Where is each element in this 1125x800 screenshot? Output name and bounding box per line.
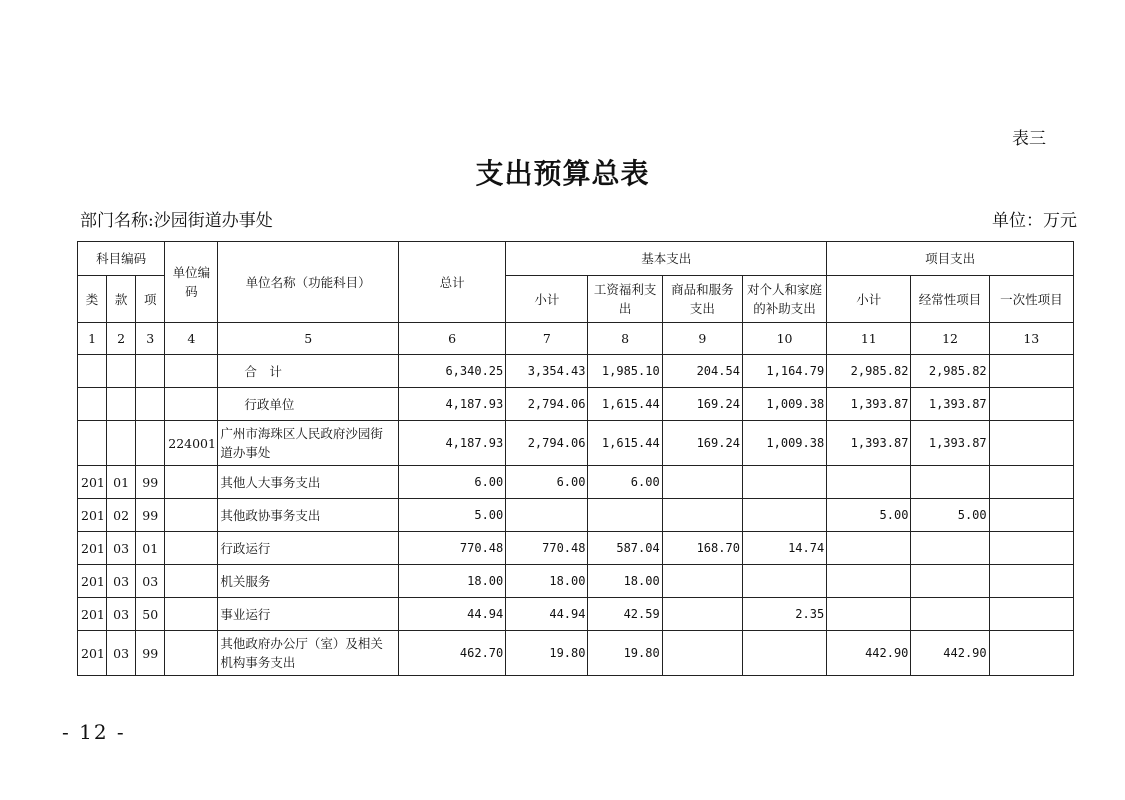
cell-code — [165, 466, 218, 499]
cell-goods — [662, 466, 742, 499]
cell-lei — [78, 421, 107, 466]
index-cell: 11 — [827, 323, 911, 355]
cell-kuan: 03 — [107, 631, 136, 676]
cell-lei: 201 — [78, 565, 107, 598]
cell-one-time — [989, 421, 1073, 466]
index-cell: 1 — [78, 323, 107, 355]
cell-recurring: 1,393.87 — [911, 388, 989, 421]
cell-lei — [78, 355, 107, 388]
cell-xiang: 50 — [136, 598, 165, 631]
cell-goods — [662, 499, 742, 532]
cell-recurring: 442.90 — [911, 631, 989, 676]
cell-name: 其他人大事务支出 — [218, 466, 399, 499]
cell-code: 224001 — [165, 421, 218, 466]
cell-basic-subtotal: 770.48 — [506, 532, 588, 565]
cell-project-subtotal: 2,985.82 — [827, 355, 911, 388]
cell-code — [165, 499, 218, 532]
cell-salary: 18.00 — [588, 565, 662, 598]
header-basic-subtotal: 小计 — [506, 276, 588, 323]
header-total: 总计 — [398, 242, 505, 323]
cell-name: 行政单位 — [218, 388, 399, 421]
cell-one-time — [989, 355, 1073, 388]
cell-personal — [742, 565, 826, 598]
cell-total: 4,187.93 — [398, 421, 505, 466]
table-row — [78, 598, 1074, 631]
cell-one-time — [989, 388, 1073, 421]
cell-kuan — [107, 355, 136, 388]
header-personal-subsidy: 对个人和家庭的补助支出 — [742, 276, 826, 323]
cell-total: 4,187.93 — [398, 388, 505, 421]
cell-xiang — [136, 355, 165, 388]
cell-xiang: 99 — [136, 466, 165, 499]
cell-name: 行政运行 — [218, 532, 399, 565]
unit-label: 单位：万元 — [992, 211, 1077, 231]
cell-name: 广州市海珠区人民政府沙园街道办事处 — [218, 421, 399, 466]
cell-recurring — [911, 532, 989, 565]
cell-project-subtotal — [827, 598, 911, 631]
cell-kuan — [107, 421, 136, 466]
cell-recurring: 5.00 — [911, 499, 989, 532]
cell-name: 合 计 — [218, 355, 399, 388]
index-row — [78, 323, 1074, 355]
header-row-top — [78, 242, 1074, 276]
cell-name: 事业运行 — [218, 598, 399, 631]
cell-personal — [742, 499, 826, 532]
table-row — [78, 466, 1074, 499]
cell-project-subtotal — [827, 565, 911, 598]
cell-project-subtotal — [827, 532, 911, 565]
cell-name: 其他政府办公厅（室）及相关机构事务支出 — [218, 631, 399, 676]
cell-basic-subtotal: 6.00 — [506, 466, 588, 499]
cell-total: 6,340.25 — [398, 355, 505, 388]
index-cell: 8 — [588, 323, 662, 355]
cell-total: 18.00 — [398, 565, 505, 598]
index-cell: 13 — [989, 323, 1073, 355]
cell-lei — [78, 388, 107, 421]
cell-goods: 168.70 — [662, 532, 742, 565]
cell-basic-subtotal: 2,794.06 — [506, 388, 588, 421]
page-title: 支出预算总表 — [475, 157, 650, 190]
cell-xiang — [136, 388, 165, 421]
cell-salary: 42.59 — [588, 598, 662, 631]
cell-one-time — [989, 466, 1073, 499]
cell-kuan: 01 — [107, 466, 136, 499]
cell-goods — [662, 631, 742, 676]
cell-code — [165, 532, 218, 565]
cell-xiang — [136, 421, 165, 466]
cell-basic-subtotal: 44.94 — [506, 598, 588, 631]
cell-one-time — [989, 499, 1073, 532]
header-project-subtotal: 小计 — [827, 276, 911, 323]
header-recurring: 经常性项目 — [911, 276, 989, 323]
table-number-label: 表三 — [1012, 129, 1046, 149]
table-row — [78, 388, 1074, 421]
header-goods-services: 商品和服务支出 — [662, 276, 742, 323]
cell-xiang: 99 — [136, 499, 165, 532]
cell-basic-subtotal: 2,794.06 — [506, 421, 588, 466]
cell-personal: 1,009.38 — [742, 388, 826, 421]
header-xiang: 项 — [136, 276, 165, 323]
cell-recurring: 2,985.82 — [911, 355, 989, 388]
cell-personal: 1,164.79 — [742, 355, 826, 388]
index-cell: 3 — [136, 323, 165, 355]
cell-recurring — [911, 565, 989, 598]
cell-total: 44.94 — [398, 598, 505, 631]
cell-one-time — [989, 598, 1073, 631]
table-row — [78, 532, 1074, 565]
cell-goods: 169.24 — [662, 388, 742, 421]
cell-goods — [662, 565, 742, 598]
cell-one-time — [989, 565, 1073, 598]
header-unit-name: 单位名称（功能科目） — [218, 242, 399, 323]
cell-code — [165, 355, 218, 388]
cell-total: 6.00 — [398, 466, 505, 499]
cell-code — [165, 565, 218, 598]
cell-salary — [588, 499, 662, 532]
header-project-expenditure: 项目支出 — [827, 242, 1074, 276]
cell-kuan: 03 — [107, 532, 136, 565]
cell-salary: 587.04 — [588, 532, 662, 565]
header-basic-expenditure: 基本支出 — [506, 242, 827, 276]
index-cell: 5 — [218, 323, 399, 355]
cell-kuan: 03 — [107, 565, 136, 598]
header-unit-code: 单位编码 — [165, 242, 218, 323]
cell-salary: 1,615.44 — [588, 421, 662, 466]
cell-personal: 14.74 — [742, 532, 826, 565]
header-subject-code: 科目编码 — [78, 242, 165, 276]
cell-goods — [662, 598, 742, 631]
index-cell: 4 — [165, 323, 218, 355]
cell-code — [165, 598, 218, 631]
cell-personal: 2.35 — [742, 598, 826, 631]
cell-goods: 169.24 — [662, 421, 742, 466]
cell-code — [165, 631, 218, 676]
cell-xiang: 01 — [136, 532, 165, 565]
index-cell: 2 — [107, 323, 136, 355]
page-number: - 12 - — [62, 720, 126, 744]
cell-recurring — [911, 598, 989, 631]
cell-recurring — [911, 466, 989, 499]
index-cell: 9 — [662, 323, 742, 355]
cell-project-subtotal: 1,393.87 — [827, 388, 911, 421]
cell-personal — [742, 466, 826, 499]
cell-kuan: 02 — [107, 499, 136, 532]
cell-salary: 6.00 — [588, 466, 662, 499]
index-cell: 10 — [742, 323, 826, 355]
index-cell: 7 — [506, 323, 588, 355]
header-one-time: 一次性项目 — [989, 276, 1073, 323]
budget-table — [77, 241, 1074, 676]
cell-basic-subtotal: 3,354.43 — [506, 355, 588, 388]
header-lei: 类 — [78, 276, 107, 323]
table-row — [78, 499, 1074, 532]
cell-lei: 201 — [78, 466, 107, 499]
table-row — [78, 355, 1074, 388]
index-cell: 12 — [911, 323, 989, 355]
cell-kuan: 03 — [107, 598, 136, 631]
cell-salary: 19.80 — [588, 631, 662, 676]
cell-total: 5.00 — [398, 499, 505, 532]
cell-xiang: 03 — [136, 565, 165, 598]
cell-one-time — [989, 532, 1073, 565]
table-row — [78, 631, 1074, 676]
cell-project-subtotal — [827, 466, 911, 499]
cell-basic-subtotal: 18.00 — [506, 565, 588, 598]
cell-personal — [742, 631, 826, 676]
cell-personal: 1,009.38 — [742, 421, 826, 466]
cell-one-time — [989, 631, 1073, 676]
cell-total: 462.70 — [398, 631, 505, 676]
cell-lei: 201 — [78, 532, 107, 565]
cell-kuan — [107, 388, 136, 421]
cell-project-subtotal: 442.90 — [827, 631, 911, 676]
cell-project-subtotal: 5.00 — [827, 499, 911, 532]
cell-project-subtotal: 1,393.87 — [827, 421, 911, 466]
cell-total: 770.48 — [398, 532, 505, 565]
table-row — [78, 421, 1074, 466]
cell-name: 机关服务 — [218, 565, 399, 598]
cell-basic-subtotal — [506, 499, 588, 532]
cell-code — [165, 388, 218, 421]
cell-lei: 201 — [78, 598, 107, 631]
cell-xiang: 99 — [136, 631, 165, 676]
cell-recurring: 1,393.87 — [911, 421, 989, 466]
cell-salary: 1,615.44 — [588, 388, 662, 421]
header-salary: 工资福利支出 — [588, 276, 662, 323]
cell-goods: 204.54 — [662, 355, 742, 388]
cell-lei: 201 — [78, 631, 107, 676]
cell-salary: 1,985.10 — [588, 355, 662, 388]
index-cell: 6 — [398, 323, 505, 355]
header-kuan: 款 — [107, 276, 136, 323]
table-row — [78, 565, 1074, 598]
cell-basic-subtotal: 19.80 — [506, 631, 588, 676]
cell-lei: 201 — [78, 499, 107, 532]
department-name: 部门名称:沙园街道办事处 — [80, 211, 273, 231]
cell-name: 其他政协事务支出 — [218, 499, 399, 532]
